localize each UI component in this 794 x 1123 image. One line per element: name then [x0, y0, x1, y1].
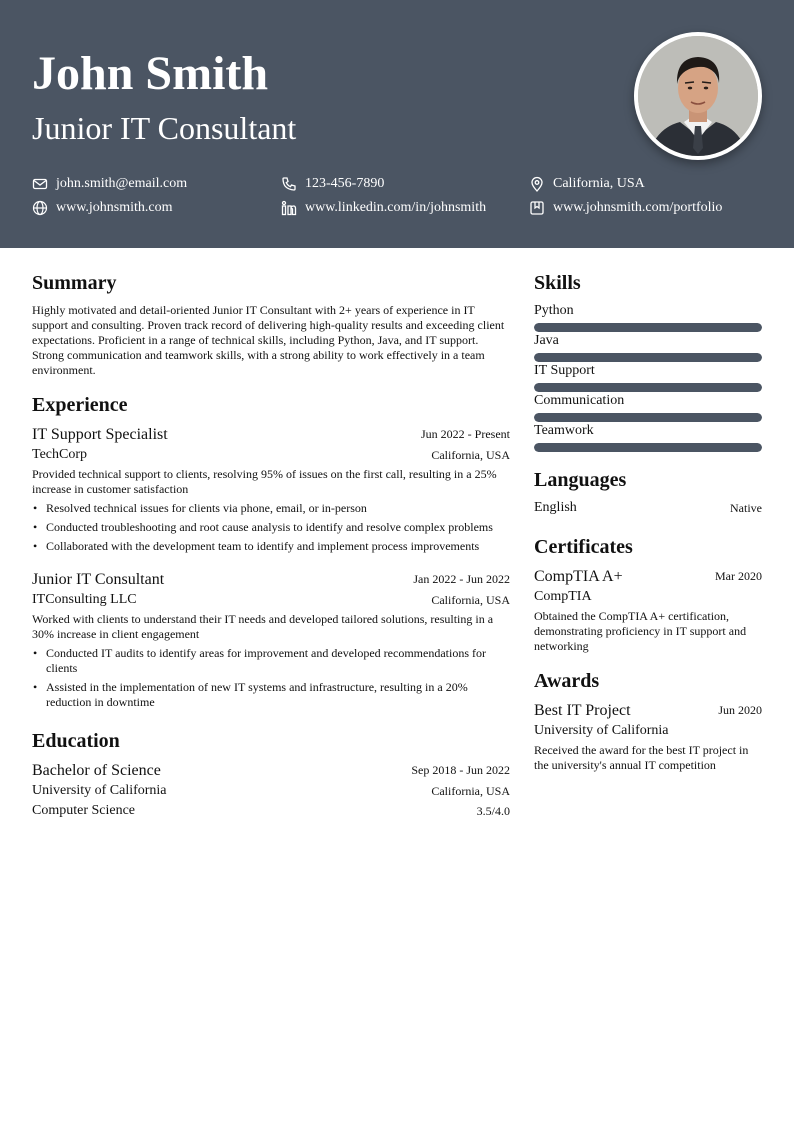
contact-phone[interactable]	[281, 175, 384, 193]
language-name: English	[534, 500, 577, 515]
certificates-heading: Certificates	[534, 536, 633, 558]
certificate-name: CompTIA A+	[534, 568, 623, 585]
education-field: Computer Science	[32, 803, 136, 818]
skill-bar	[534, 443, 762, 452]
certificate-date: Mar 2020	[715, 569, 762, 583]
contact-location	[529, 175, 645, 193]
experience-heading: Experience	[32, 394, 128, 416]
education-heading: Education	[32, 730, 120, 752]
contact-email[interactable]	[32, 175, 187, 193]
education-school: University of California	[32, 783, 167, 798]
experience-company: TechCorp	[32, 447, 88, 462]
contact-email-text: john.smith@email.com	[56, 176, 188, 191]
contact-phone-text: 123-456-7890	[305, 176, 385, 191]
skill-bar-fill	[534, 353, 762, 362]
skill-label: Python	[534, 303, 574, 318]
portfolio-icon	[529, 200, 545, 216]
award-issuer: University of California	[534, 723, 669, 738]
contact-linkedin-text: www.linkedin.com/in/johnsmith	[305, 200, 487, 215]
education-dates: Sep 2018 - Jun 2022	[411, 763, 510, 777]
resume-header	[0, 0, 794, 248]
list-item: • Assisted in the implementation of new IT systems and infrastructure, resulting in a 20% reduction in downtime	[32, 680, 510, 710]
list-item: • Conducted IT audits to identify areas for improvement and developed recommendations for clients	[32, 646, 510, 676]
list-item: • Conducted troubleshooting and root cause analysis to identify and resolve complex problems	[32, 520, 510, 535]
skill-bar-fill	[534, 443, 762, 452]
contact-location-text: California, USA	[553, 176, 645, 191]
profile-photo	[634, 32, 762, 160]
skill-bar-fill	[534, 323, 762, 332]
list-item: • Resolved technical issues for clients via phone, email, or in-person	[32, 501, 510, 516]
award-name: Best IT Project	[534, 702, 631, 719]
experience-role: Junior IT Consultant	[32, 571, 165, 588]
contact-linkedin[interactable]	[281, 199, 486, 217]
list-item: • Collaborated with the development team to identify and implement process improvements	[32, 539, 510, 554]
experience-location: California, USA	[431, 593, 510, 607]
skill-bar-fill	[534, 413, 762, 422]
skills-heading: Skills	[534, 272, 581, 294]
contact-portfolio[interactable]	[529, 199, 722, 217]
skill-label: IT Support	[534, 363, 595, 378]
skill-bar	[534, 353, 762, 362]
experience-dates: Jan 2022 - Jun 2022	[413, 572, 510, 586]
experience-description: Provided technical support to clients, resolving 95% of issues on the first call, resulting in a 25% increase in customer satisfaction	[32, 467, 497, 496]
education-gpa: 3.5/4.0	[476, 804, 510, 818]
summary-text: Highly motivated and detail-oriented Junior IT Consultant with 2+ years of experience in IT support and consulting. Proven track record of delivering high-quality results and exceeding client expectations. Proficient in a range of technical skills, including Python, Java, and IT support. Strong communication and teamwork skills, with a strong ability to work effectively in a team environment.	[32, 303, 505, 377]
phone-icon	[281, 176, 297, 192]
certificate-description: Obtained the CompTIA A+ certification, demonstrating proficiency in IT support and networking	[534, 609, 747, 653]
skill-label: Communication	[534, 393, 625, 408]
skill-bar	[534, 383, 762, 392]
globe-icon	[32, 200, 48, 216]
summary-heading: Summary	[32, 272, 117, 294]
experience-location: California, USA	[431, 448, 510, 462]
candidate-title: Junior IT Consultant	[32, 110, 297, 146]
experience-bullets	[32, 646, 510, 714]
experience-company: ITConsulting LLC	[32, 592, 137, 607]
experience-description: Worked with clients to understand their IT needs and developed tailored solutions, resulting in a 30% increase in client engagement	[32, 612, 494, 641]
languages-heading: Languages	[534, 469, 627, 491]
contact-portfolio-text: www.johnsmith.com/portfolio	[553, 200, 723, 215]
contact-website[interactable]	[32, 199, 173, 217]
awards-heading: Awards	[534, 670, 600, 692]
experience-dates: Jun 2022 - Present	[421, 427, 510, 441]
skill-bar-fill	[534, 383, 762, 392]
education-degree: Bachelor of Science	[32, 762, 161, 779]
location-pin-icon	[529, 176, 545, 192]
education-location: California, USA	[431, 784, 510, 798]
experience-bullets	[32, 501, 510, 558]
skill-label: Teamwork	[534, 423, 594, 438]
certificate-issuer: CompTIA	[534, 589, 592, 604]
contact-website-text: www.johnsmith.com	[56, 200, 173, 215]
award-description: Received the award for the best IT project in the university's annual IT competition	[534, 743, 749, 772]
skill-label: Java	[534, 333, 559, 348]
award-date: Jun 2020	[718, 703, 762, 717]
experience-role: IT Support Specialist	[32, 426, 168, 443]
skill-bar	[534, 323, 762, 332]
mail-icon	[32, 176, 48, 192]
linkedin-icon	[281, 200, 297, 216]
skill-bar	[534, 413, 762, 422]
candidate-name: John Smith	[32, 47, 269, 100]
language-level: Native	[730, 501, 762, 515]
